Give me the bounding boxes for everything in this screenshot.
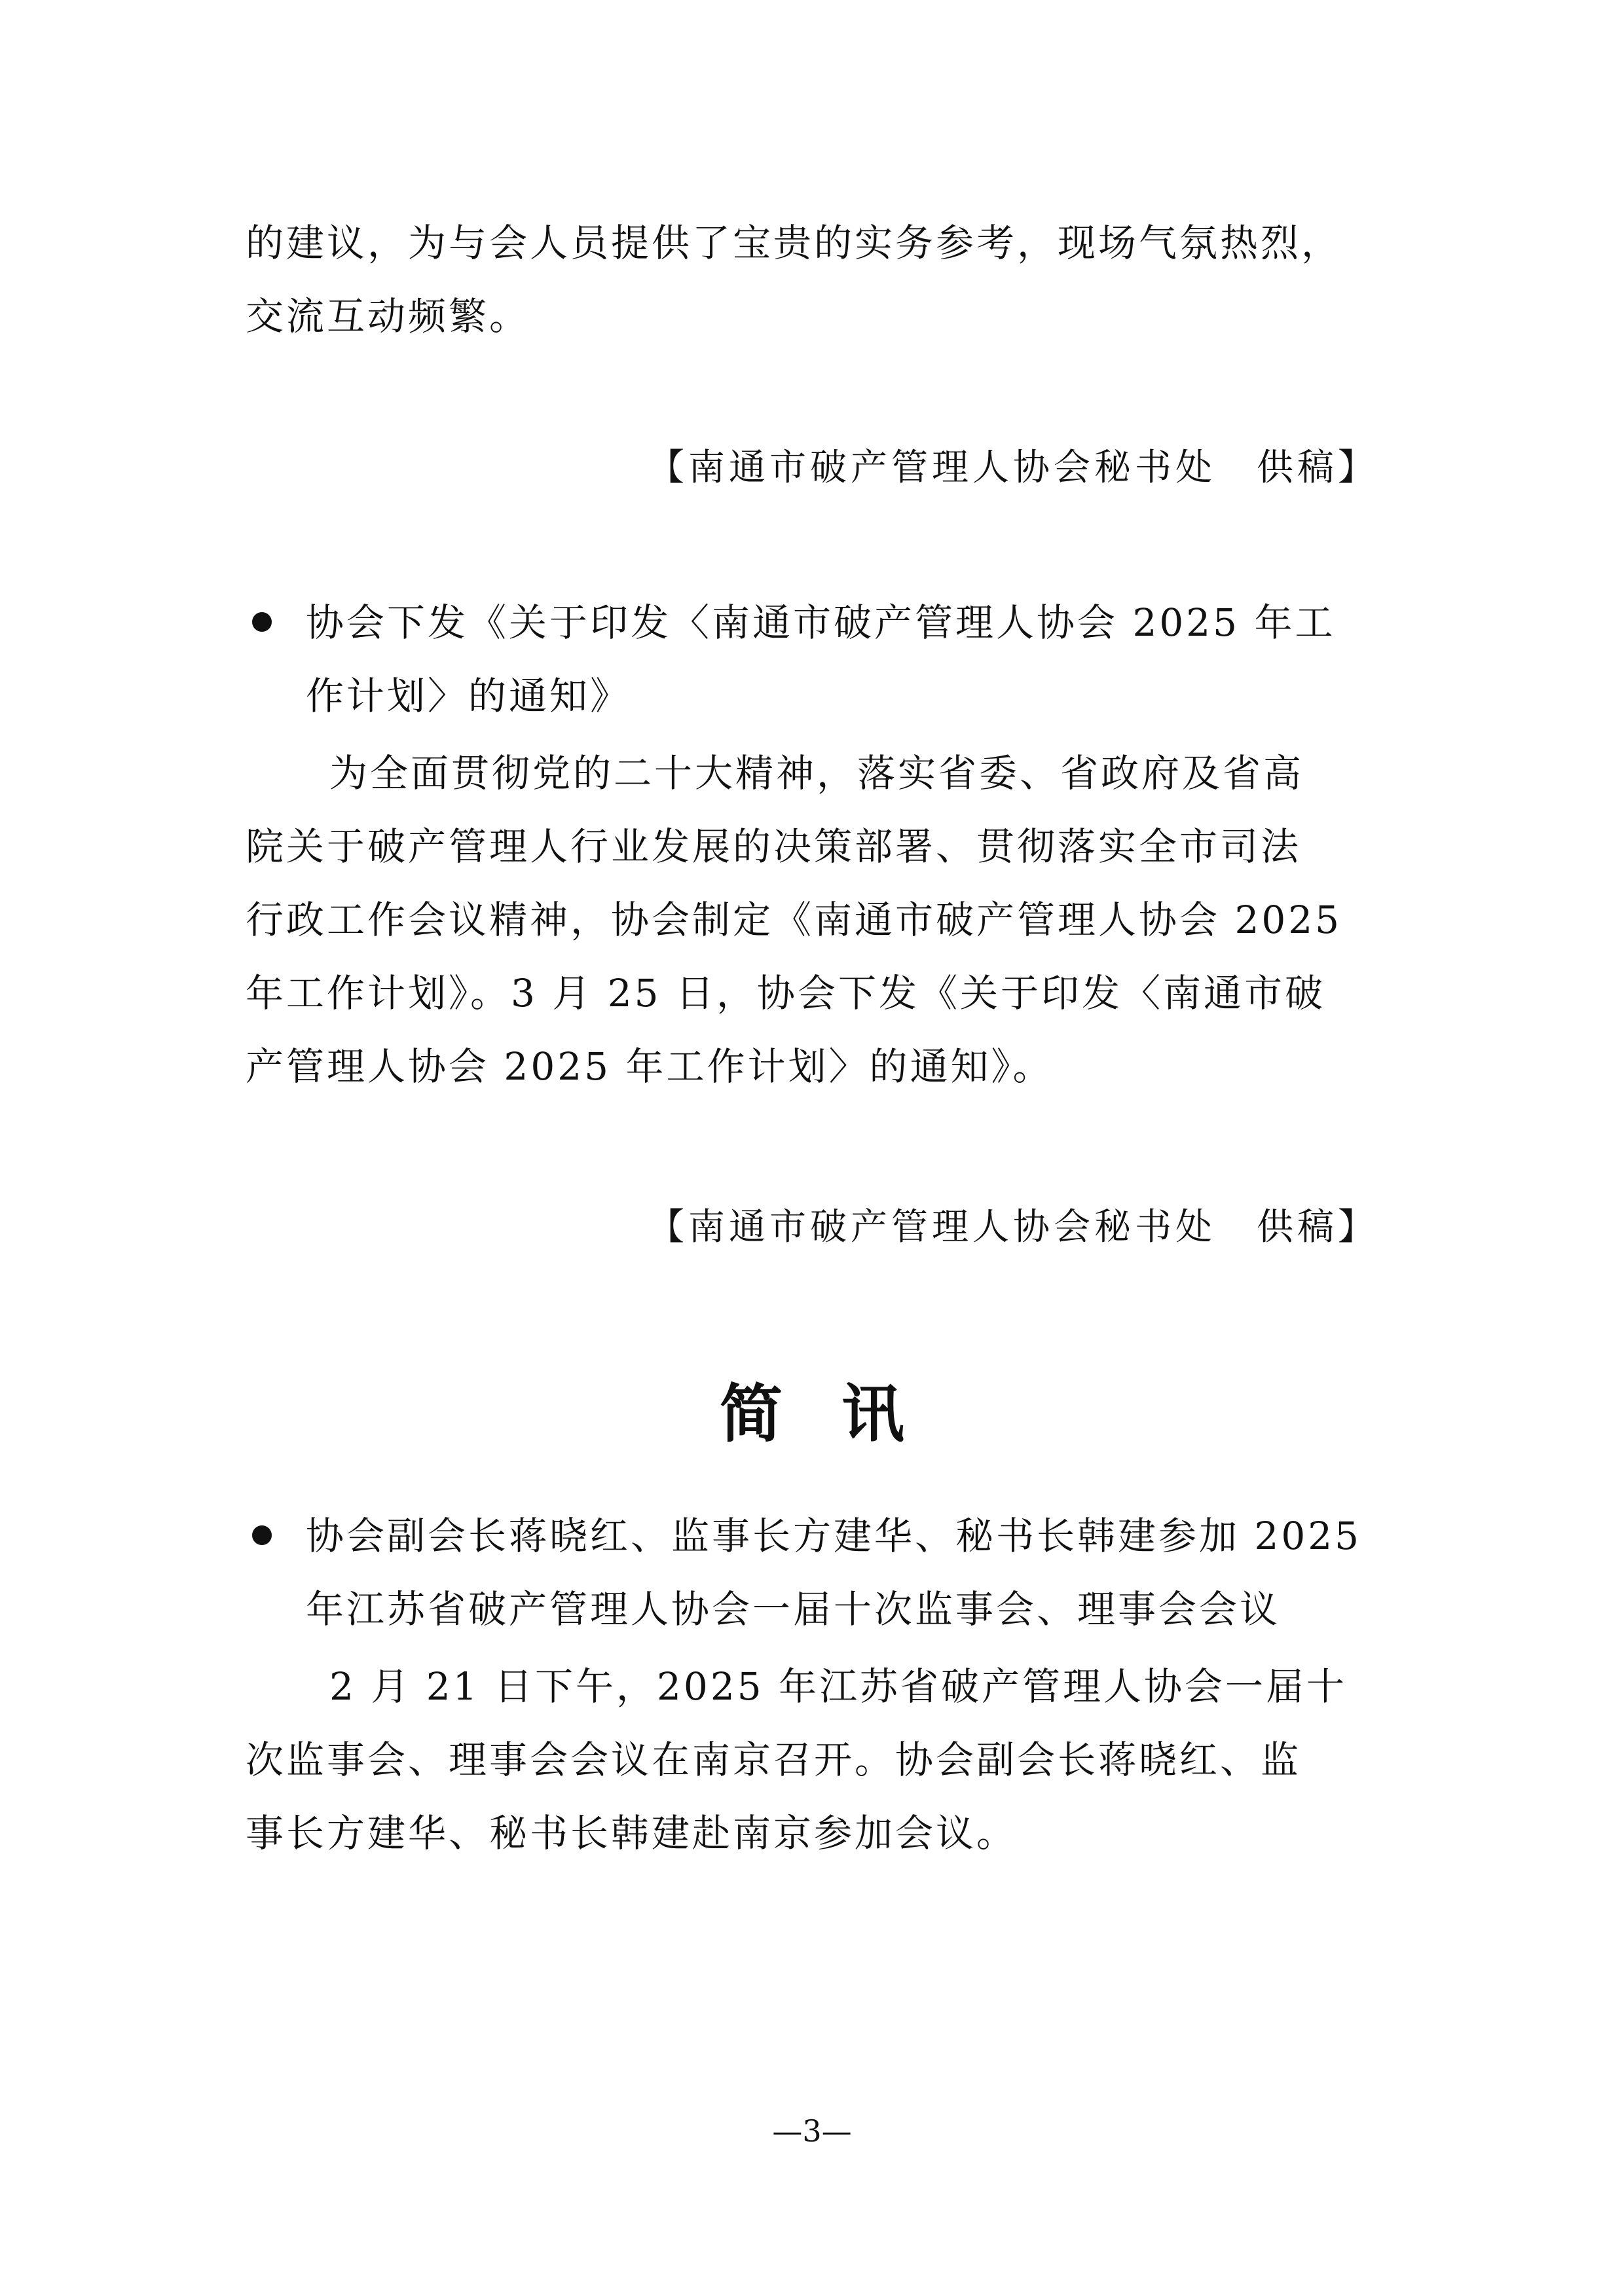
body-line: 事长方建华、秘书长韩建赴南京参加会议。 (246, 1811, 1018, 1855)
section-title: 简讯 (720, 1377, 963, 1451)
body-line: 为全面贯彻党的二十大精神，落实省委、省政府及省高 (329, 751, 1304, 795)
paragraph-line: 的建议，为与会人员提供了宝贵的实务参考，现场气氛热烈， (246, 221, 1342, 265)
body-line: 产管理人协会 2025 年工作计划〉的通知》。 (246, 1044, 1054, 1089)
paragraph-line: 交流互动频繁。 (246, 294, 530, 338)
body-line: 2 月 21 日下午，2025 年江苏省破产管理人协会一届十 (329, 1664, 1348, 1709)
continuation-paragraph (246, 206, 1378, 353)
heading-line: 协会副会长蒋晓红、监事长方建华、秘书长韩建参加 2025 (306, 1514, 1362, 1558)
news-item-body (246, 737, 1378, 1103)
heading-line: 作计划〉的通知》 (306, 674, 631, 718)
source-credit: 【南通市破产管理人协会秘书处 供稿】 (648, 446, 1378, 489)
bullet-icon (252, 1525, 272, 1545)
body-line: 院关于破产管理人行业发展的决策部署、贯彻落实全市司法 (246, 824, 1302, 869)
body-line: 年工作计划》。3 月 25 日，协会下发《关于印发〈南通市破 (246, 971, 1326, 1015)
page-number: —3— (772, 2113, 852, 2149)
body-line: 次监事会、理事会会议在南京召开。协会副会长蒋晓红、监 (246, 1738, 1302, 1782)
source-credit: 【南通市破产管理人协会秘书处 供稿】 (648, 1206, 1378, 1248)
heading-line: 年江苏省破产管理人协会一届十次监事会、理事会会议 (306, 1587, 1281, 1631)
heading-line: 协会下发《关于印发〈南通市破产管理人协会 2025 年工 (306, 600, 1336, 645)
news-item-body (246, 1650, 1378, 1870)
bullet-icon (252, 612, 272, 632)
news-item-heading (246, 1499, 1378, 1646)
news-item-heading (246, 586, 1378, 733)
body-line: 行政工作会议精神，协会制定《南通市破产管理人协会 2025 (246, 898, 1342, 942)
